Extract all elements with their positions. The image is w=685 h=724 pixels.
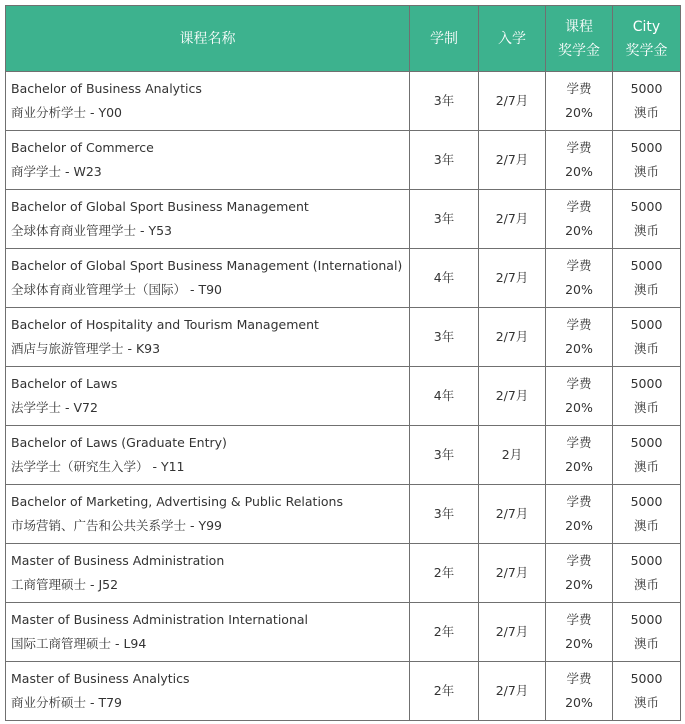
course-scholarship-rate: 20% [565,400,593,415]
city-scholarship-amount: 5000 [630,494,663,509]
city-scholarship-amount: 5000 [630,376,663,391]
city-scholarship-cell [613,426,681,485]
course-name-cn: 工商管理硕士 - J52 [11,577,119,592]
course-scholarship-type: 学费 [566,140,592,155]
intake-cell: 2/7月 [479,72,546,131]
course-scholarship-rate: 20% [565,636,593,651]
city-scholarship-cell [613,131,681,190]
course-name-en: Bachelor of Commerce [11,140,154,155]
city-scholarship-cell [613,485,681,544]
course-name-cn: 全球体育商业管理学士（国际） - T90 [11,282,222,297]
course-name-cell [6,662,410,721]
city-scholarship-cell [613,190,681,249]
city-scholarship-currency: 澳币 [633,164,659,179]
table-row [6,485,681,544]
intake-cell: 2/7月 [479,485,546,544]
table-row [6,662,681,721]
course-name-cell [6,367,410,426]
course-name-cell [6,131,410,190]
course-scholarship-rate: 20% [565,341,593,356]
course-name-en: Master of Business Administration [11,553,225,568]
intake-cell: 2月 [479,426,546,485]
header-course-name: 课程名称 [6,6,410,72]
course-name-en: Bachelor of Marketing, Advertising & Public Relations [11,494,343,509]
table-row [6,249,681,308]
course-scholarship-type: 学费 [566,671,592,686]
course-scholarship-rate: 20% [565,518,593,533]
intake-cell: 2/7月 [479,249,546,308]
city-scholarship-amount: 5000 [630,317,663,332]
table-body [6,72,681,721]
course-scholarship-type: 学费 [566,258,592,273]
duration-cell: 2年 [410,544,479,603]
intake-cell: 2/7月 [479,190,546,249]
course-name-en: Bachelor of Laws [11,376,118,391]
course-name-cell [6,426,410,485]
course-scholarship-rate: 20% [565,282,593,297]
city-scholarship-amount: 5000 [630,435,663,450]
course-name-cn: 市场营销、广告和公共关系学士 - Y99 [11,518,222,533]
course-name-cn: 法学学士 - V72 [11,400,98,415]
course-scholarship-type: 学费 [566,199,592,214]
course-name-en: Bachelor of Global Sport Business Management (International) [11,258,403,273]
city-scholarship-currency: 澳币 [633,695,659,710]
city-scholarship-currency: 澳币 [633,105,659,120]
course-scholarship-cell [546,72,613,131]
city-scholarship-currency: 澳币 [633,341,659,356]
city-scholarship-cell [613,367,681,426]
city-scholarship-currency: 澳币 [633,636,659,651]
table-row [6,426,681,485]
table-row [6,367,681,426]
table-row [6,72,681,131]
course-name-cell [6,190,410,249]
city-scholarship-cell [613,72,681,131]
course-name-cn: 全球体育商业管理学士 - Y53 [11,223,172,238]
intake-cell: 2/7月 [479,544,546,603]
course-name-cn: 法学学士（研究生入学） - Y11 [11,459,185,474]
header-intake: 入学 [479,6,546,72]
header-duration: 学制 [410,6,479,72]
course-scholarship-type: 学费 [566,435,592,450]
course-scholarship-cell [546,308,613,367]
course-scholarship-rate: 20% [565,164,593,179]
course-name-en: Bachelor of Hospitality and Tourism Management [11,317,319,332]
course-scholarship-type: 学费 [566,81,592,96]
course-scholarship-cell [546,603,613,662]
intake-cell: 2/7月 [479,131,546,190]
intake-cell: 2/7月 [479,367,546,426]
course-scholarship-type: 学费 [566,553,592,568]
table-row [6,131,681,190]
duration-cell: 3年 [410,190,479,249]
table-row [6,190,681,249]
header-city-scholarship [613,6,681,72]
city-scholarship-amount: 5000 [630,258,663,273]
course-scholarship-cell [546,662,613,721]
city-scholarship-currency: 澳币 [633,223,659,238]
header-city-scholarship-line2: 奖学金 [625,42,668,59]
header-course-scholarship-line1: 课程 [565,18,593,35]
duration-cell: 3年 [410,72,479,131]
city-scholarship-amount: 5000 [630,140,663,155]
duration-cell: 2年 [410,662,479,721]
table-row [6,308,681,367]
course-name-cell [6,249,410,308]
duration-cell: 2年 [410,603,479,662]
city-scholarship-amount: 5000 [630,553,663,568]
course-name-cn: 商业分析学士 - Y00 [11,105,122,120]
city-scholarship-amount: 5000 [630,671,663,686]
course-scholarship-cell [546,190,613,249]
header-course-scholarship-line2: 奖学金 [558,42,600,59]
course-scholarship-rate: 20% [565,223,593,238]
duration-cell: 4年 [410,367,479,426]
duration-cell: 3年 [410,485,479,544]
city-scholarship-cell [613,249,681,308]
city-scholarship-cell [613,662,681,721]
city-scholarship-amount: 5000 [630,199,663,214]
course-scholarship-type: 学费 [566,317,592,332]
course-scholarship-type: 学费 [566,612,592,627]
city-scholarship-currency: 澳币 [633,282,659,297]
course-scholarship-rate: 20% [565,459,593,474]
duration-cell: 4年 [410,249,479,308]
city-scholarship-currency: 澳币 [633,400,659,415]
city-scholarship-cell [613,603,681,662]
intake-cell: 2/7月 [479,603,546,662]
city-scholarship-currency: 澳币 [633,577,659,592]
course-name-cn: 国际工商管理硕士 - L94 [11,636,147,651]
intake-cell: 2/7月 [479,308,546,367]
table-row [6,603,681,662]
course-name-en: Bachelor of Business Analytics [11,81,202,96]
course-name-cell [6,308,410,367]
course-name-cell [6,485,410,544]
course-name-cell [6,72,410,131]
duration-cell: 3年 [410,131,479,190]
city-scholarship-cell [613,544,681,603]
course-name-en: Bachelor of Global Sport Business Management [11,199,309,214]
course-scholarship-type: 学费 [566,494,592,509]
table-row [6,544,681,603]
header-course-scholarship [546,6,613,72]
course-name-cn: 酒店与旅游管理学士 - K93 [11,341,161,356]
header-city-scholarship-line1: City [632,18,661,35]
course-name-cn: 商业分析硕士 - T79 [11,695,122,710]
scholarship-table [5,5,681,721]
duration-cell: 3年 [410,308,479,367]
course-scholarship-cell [546,485,613,544]
course-scholarship-rate: 20% [565,695,593,710]
course-scholarship-cell [546,249,613,308]
course-name-cell [6,544,410,603]
course-scholarship-rate: 20% [565,577,593,592]
intake-cell: 2/7月 [479,662,546,721]
course-name-en: Bachelor of Laws (Graduate Entry) [11,435,227,450]
table-header [6,6,681,72]
city-scholarship-currency: 澳币 [633,518,659,533]
course-name-en: Master of Business Analytics [11,671,190,686]
course-name-en: Master of Business Administration International [11,612,308,627]
course-name-cell [6,603,410,662]
course-scholarship-rate: 20% [565,105,593,120]
course-scholarship-cell [546,367,613,426]
city-scholarship-cell [613,308,681,367]
course-name-cn: 商学学士 - W23 [11,164,102,179]
city-scholarship-amount: 5000 [630,81,663,96]
duration-cell: 3年 [410,426,479,485]
city-scholarship-currency: 澳币 [633,459,659,474]
course-scholarship-type: 学费 [566,376,592,391]
course-scholarship-cell [546,544,613,603]
course-scholarship-cell [546,131,613,190]
city-scholarship-amount: 5000 [630,612,663,627]
course-scholarship-cell [546,426,613,485]
